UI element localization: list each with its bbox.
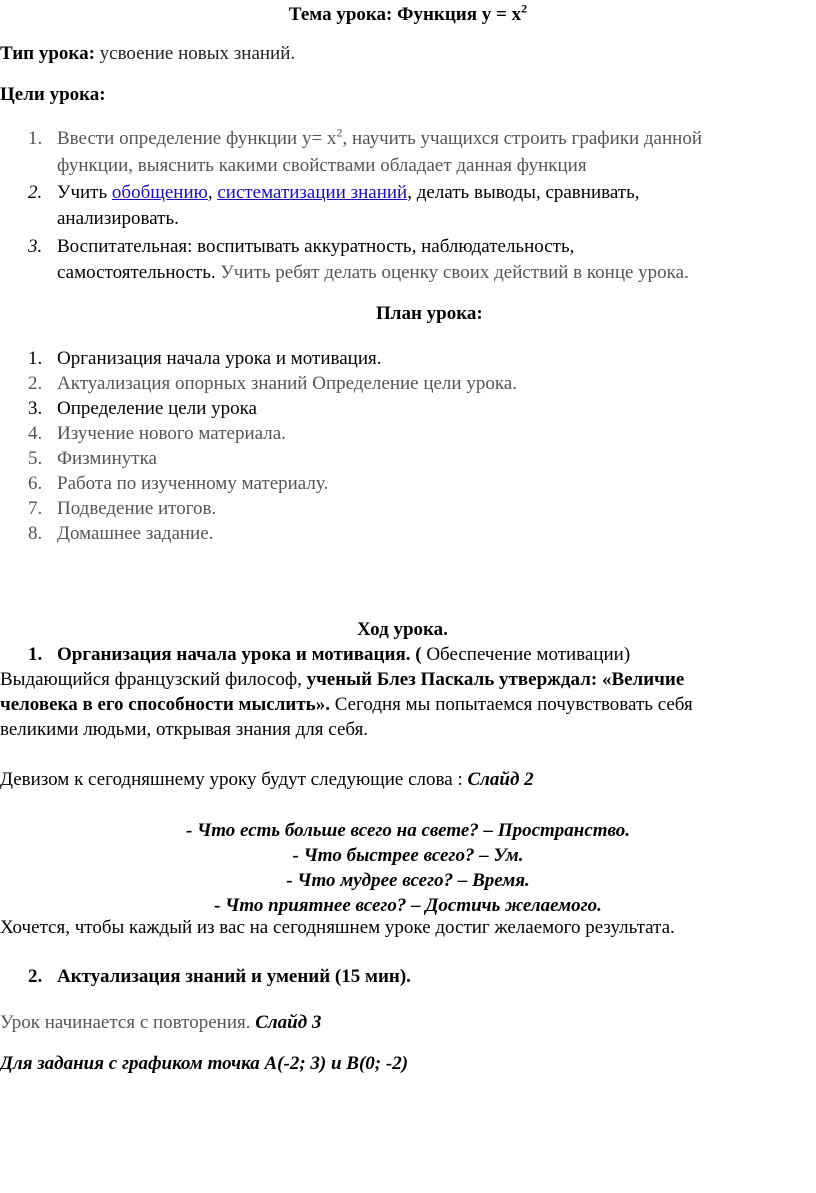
course-heading: Ход урока. bbox=[357, 619, 448, 640]
quote-line: - Что есть больше всего на свете? – Пространство. bbox=[185, 820, 631, 841]
wish-line: Хочется, чтобы каждый из вас на сегодняшнем уроке достиг желаемого результата. bbox=[0, 917, 675, 938]
paragraph-line: человека в его способности мыслить». Сегодня мы попытаемся почувствовать себя bbox=[0, 694, 693, 715]
quote-line: - Что быстрее всего? – Ум. bbox=[292, 845, 524, 866]
lesson-type-line bbox=[0, 43, 295, 65]
lesson-type-label: Тип урока: bbox=[0, 43, 95, 64]
paragraph-line: великими людьми, открывая знания для себя. bbox=[0, 719, 369, 740]
goal-number: 2. bbox=[28, 182, 43, 203]
systematization-link[interactable]: систематизации знаний bbox=[217, 182, 408, 203]
goal-text-cont: самостоятельность. Учить ребят делать оценку своих действий в конце урока. bbox=[57, 262, 689, 283]
section-title: Актуализация знаний и умений (15 мин). bbox=[57, 966, 411, 987]
goal-text-cont: анализировать. bbox=[57, 208, 179, 229]
goal-text-cont: функции, выяснить какими свойствами обладает данная функция bbox=[57, 155, 587, 176]
task-line: Для задания с графиком точка А(-2; 3) и В(0; -2) bbox=[0, 1053, 409, 1074]
page-title bbox=[0, 1, 816, 26]
paragraph-line: Выдающийся французский философ, ученый Блез Паскаль утверждал: «Величие bbox=[0, 669, 685, 690]
slide-ref: Слайд 3 bbox=[250, 1012, 322, 1033]
section-number: 1. bbox=[28, 644, 43, 665]
goal-number: 3. bbox=[28, 236, 43, 257]
goal-number: 1. bbox=[28, 128, 43, 149]
goal-text: Ввести определение функции $у= х^2$, научить учащихся строить графики данной bbox=[57, 125, 702, 149]
title-text: Тема урока: Функция у = х bbox=[288, 4, 522, 25]
plan-heading: План урока: bbox=[376, 303, 483, 324]
section-number: 2. bbox=[28, 966, 43, 987]
title-superscript: 2 bbox=[521, 1, 528, 16]
section-title: Организация начала урока и мотивация. ( Обеспечение мотивации) bbox=[57, 644, 631, 665]
document-page: Тема урока: Функция $у = х^2$ Тип урока: усвоение новых знаний. Цели урока: 1. Ввести определение функции $у= х^2$, научить учащихся строить графики данной функции, выяснить какими свойствами обладает данная функция 2. Учить обобщению, систематизации знаний, делать выводы, сравнивать, анализировать. 3. Воспитательная: воспитывать аккуратность, наблюдательность, самостоятельность. Учить ребят делать оценку своих действий в конце урока. План урока: 1. Организация начала урока и мотивация. 2. Актуализация опорных знаний Определение цели урока. 3. Определение цели урока 4. Изучение нового материала. 5. Физминутка 6. Работа по изученному материалу. 7. Подведение итогов. 8. Домашнее задание. Ход урока. 1. Организация начала урока и мотивация. ( Обеспечение мотивации) Выдающийся французский философ, ученый Блез Паскаль утверждал: «Величие человека в его способности мыслить». Сегодня мы попытаемся почувствовать себя великими людьми, открывая знания для себя. Девизом к сегодняшнему уроку будут следующие слова : Слайд 2 - Что есть больше всего на свете? – Пространство. - Что быстрее всего? – Ум. - Что мудрее всего? – Время. - Что приятнее всего? – Достичь желаемого. Хочется, чтобы каждый из вас на сегодняшнем уроке достиг желаемого результата. 2. Актуализация знаний и умений (15 мин). Урок начинается с повторения. Слайд 3 Для задания с графиком точка А(-2; 3) и В(0; -2) bbox=[0, 0, 816, 1193]
slide-ref: Слайд 2 bbox=[467, 769, 534, 790]
goal-text: Воспитательная: воспитывать аккуратность, наблюдательность, bbox=[57, 236, 575, 257]
quote-line: - Что мудрее всего? – Время. bbox=[286, 870, 530, 891]
motto-line: Девизом к сегодняшнему уроку будут следующие слова : Слайд 2 bbox=[0, 769, 534, 790]
goals-heading: Цели урока: bbox=[0, 84, 106, 105]
goal-text: Учить обобщению, систематизации знаний, делать выводы, сравнивать, bbox=[57, 182, 640, 203]
generalization-link[interactable]: обобщению bbox=[111, 182, 208, 203]
paragraph-line: Урок начинается с повторения. Слайд 3 bbox=[0, 1012, 322, 1033]
lesson-type-value: усвоение новых знаний. bbox=[94, 43, 296, 64]
quote-line: - Что приятнее всего? – Достичь желаемого. bbox=[214, 895, 602, 916]
